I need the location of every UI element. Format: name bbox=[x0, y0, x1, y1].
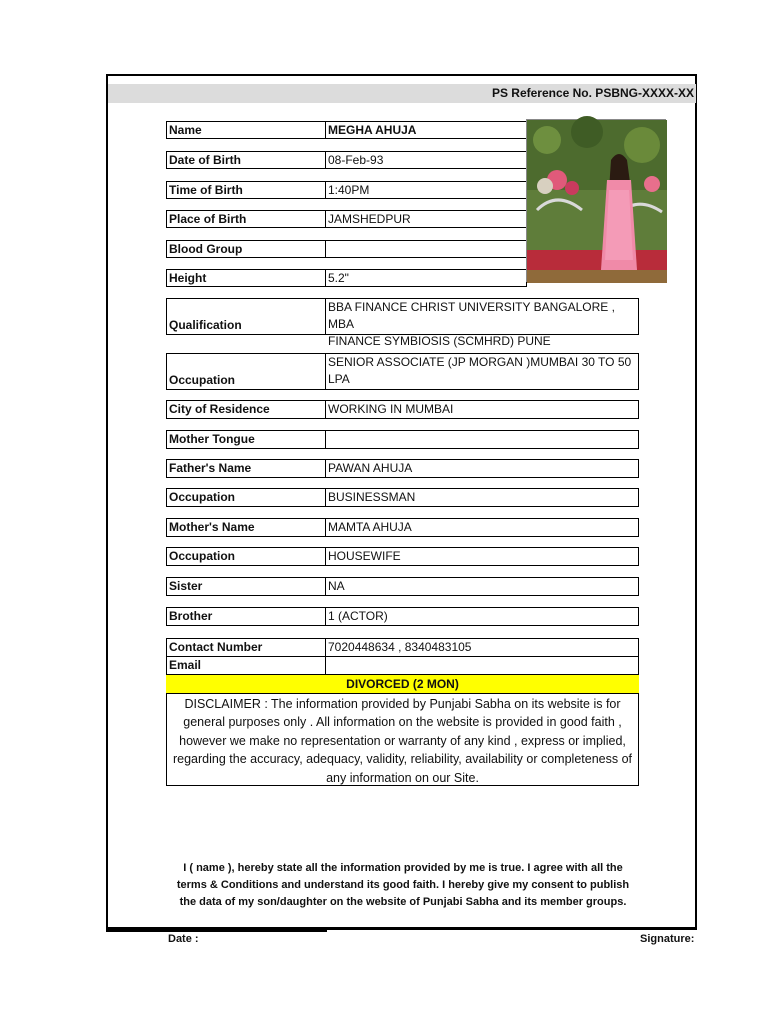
city-label: City of Residence bbox=[166, 400, 326, 419]
father-name-label: Father's Name bbox=[166, 459, 326, 478]
frame-bottom-rule bbox=[106, 929, 327, 932]
occupation-label-text: Occupation bbox=[169, 373, 236, 387]
dob-value: 08-Feb-93 bbox=[325, 151, 527, 169]
qualification-label-text: Qualification bbox=[169, 318, 242, 332]
city-value: WORKING IN MUMBAI bbox=[325, 400, 639, 419]
height-label: Height bbox=[166, 269, 326, 287]
height-value: 5.2" bbox=[325, 269, 527, 287]
pob-label: Place of Birth bbox=[166, 210, 326, 228]
email-value bbox=[325, 656, 639, 675]
occupation-line-2: LPA bbox=[328, 372, 350, 386]
qualification-line-2: FINANCE SYMBIOSIS (SCMHRD) PUNE bbox=[328, 334, 551, 348]
consent-statement: I ( name ), hereby state all the information provided by me is true. I agree with all the terms & Conditions and understand its good faith. I hereby give my consent to publish the data of my son/daughter on the website of Punjabi Sabha and its member groups. bbox=[176, 862, 630, 908]
qualification-label bbox=[166, 298, 326, 335]
profile-photo-image bbox=[527, 120, 667, 283]
profile-photo bbox=[526, 119, 666, 282]
mother-name-label: Mother's Name bbox=[166, 518, 326, 537]
mother-occupation-value: HOUSEWIFE bbox=[325, 547, 639, 566]
tob-label: Time of Birth bbox=[166, 181, 326, 199]
name-value: MEGHA AHUJA bbox=[325, 121, 527, 139]
occupation-value bbox=[325, 353, 639, 390]
sister-label: Sister bbox=[166, 577, 326, 596]
mother-occupation-label: Occupation bbox=[166, 547, 326, 566]
occupation-line-1: SENIOR ASSOCIATE (JP MORGAN )MUMBAI 30 TO 50 bbox=[328, 355, 632, 369]
blood-group-value bbox=[325, 240, 527, 258]
mother-tongue-label: Mother Tongue bbox=[166, 430, 326, 449]
brother-value: 1 (ACTOR) bbox=[325, 607, 639, 626]
name-label: Name bbox=[166, 121, 326, 139]
email-label: Email bbox=[166, 656, 326, 675]
contact-number-label: Contact Number bbox=[166, 638, 326, 657]
brother-label: Brother bbox=[166, 607, 326, 626]
pob-value: JAMSHEDPUR bbox=[325, 210, 527, 228]
signature-label: Signature: bbox=[640, 933, 695, 945]
mother-tongue-value bbox=[325, 430, 639, 449]
qualification-value bbox=[325, 298, 639, 348]
sister-value: NA bbox=[325, 577, 639, 596]
father-name-value: PAWAN AHUJA bbox=[325, 459, 639, 478]
occupation-label bbox=[166, 353, 326, 390]
father-occupation-value: BUSINESSMAN bbox=[325, 488, 639, 507]
reference-number: PS Reference No. PSBNG-XXXX-XX bbox=[491, 86, 694, 100]
disclaimer-text: DISCLAIMER : The information provided by Punjabi Sabha on its website is for general purposes only . All information on the website is provided in good faith , however we make no representation or warranty of any kind , express or implied, regarding the accuracy, adequacy, validity, reliability, availability or completeness of any information on our Site. bbox=[166, 693, 639, 786]
contact-number-value: 7020448634 , 8340483105 bbox=[325, 638, 639, 657]
qualification-line-1: BBA FINANCE CHRIST UNIVERSITY BANGALORE , MBA bbox=[328, 300, 615, 331]
father-occupation-label: Occupation bbox=[166, 488, 326, 507]
tob-value: 1:40PM bbox=[325, 181, 527, 199]
mother-name-value: MAMTA AHUJA bbox=[325, 518, 639, 537]
dob-label: Date of Birth bbox=[166, 151, 326, 169]
date-label: Date : bbox=[168, 933, 199, 945]
marital-status-banner: DIVORCED (2 MON) bbox=[166, 675, 639, 694]
blood-group-label: Blood Group bbox=[166, 240, 326, 258]
